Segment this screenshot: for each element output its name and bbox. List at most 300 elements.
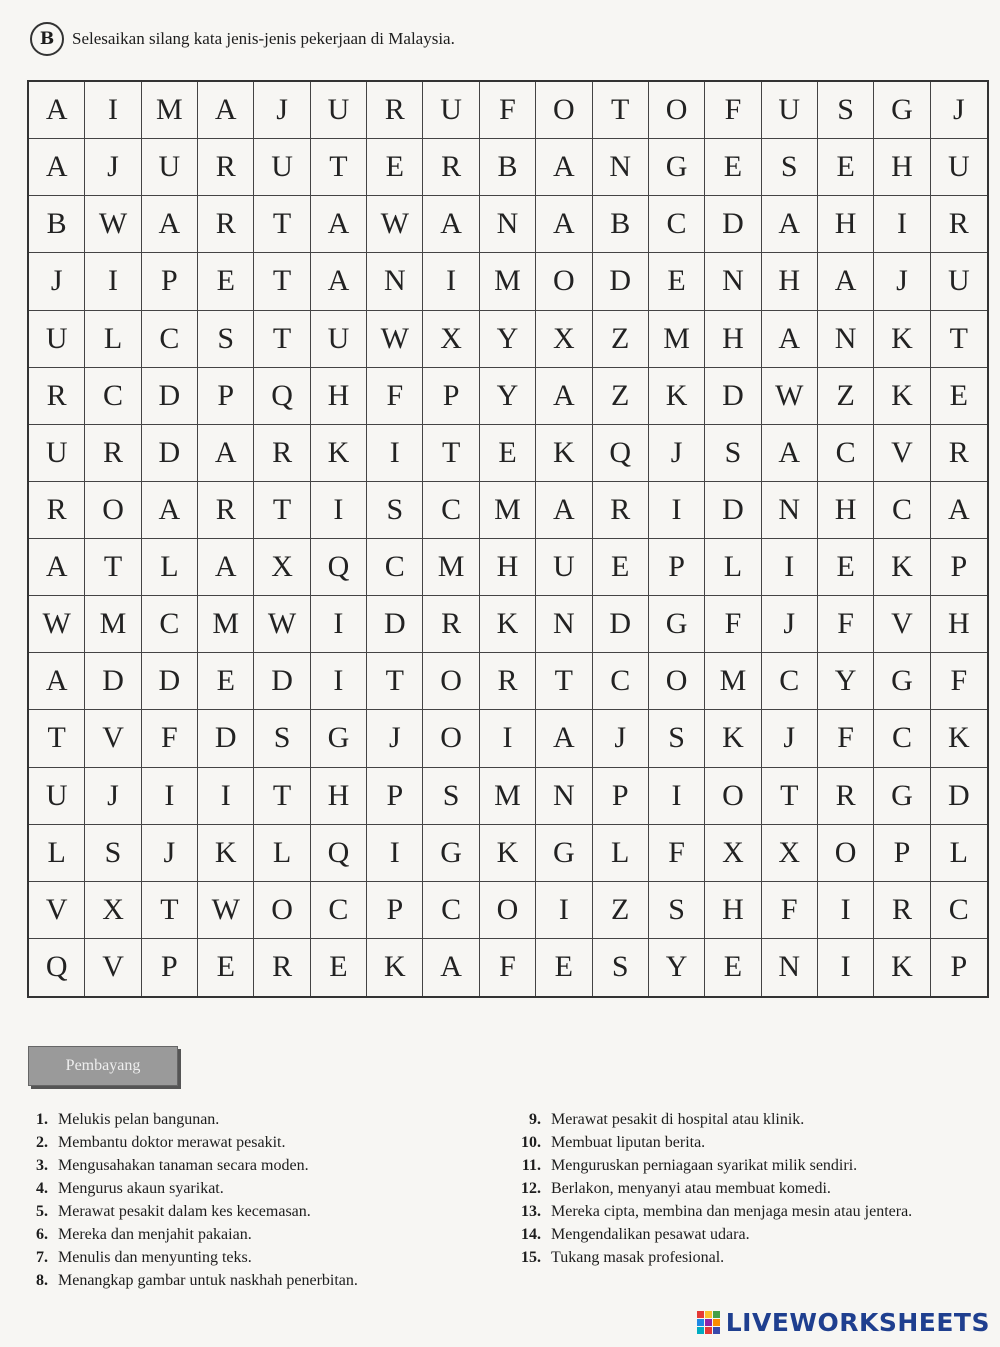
grid-cell[interactable]: L: [85, 311, 141, 368]
grid-cell[interactable]: I: [818, 882, 874, 939]
clue-number: 2.: [36, 1134, 48, 1151]
grid-cell[interactable]: I: [311, 596, 367, 653]
grid-cell[interactable]: F: [367, 368, 423, 425]
grid-cell[interactable]: O: [536, 82, 592, 139]
grid-cell[interactable]: J: [762, 596, 818, 653]
grid-cell[interactable]: L: [931, 825, 987, 882]
grid-cell[interactable]: C: [142, 596, 198, 653]
grid-cell[interactable]: D: [705, 482, 761, 539]
grid-cell[interactable]: E: [593, 539, 649, 596]
grid-cell[interactable]: D: [931, 768, 987, 825]
grid-cell[interactable]: F: [480, 82, 536, 139]
grid-cell[interactable]: K: [931, 710, 987, 767]
grid-cell[interactable]: S: [254, 710, 310, 767]
grid-cell[interactable]: T: [593, 82, 649, 139]
grid-cell[interactable]: T: [536, 653, 592, 710]
clue-text: Menulis dan menyunting teks.: [58, 1249, 252, 1266]
grid-cell[interactable]: T: [254, 311, 310, 368]
liveworksheets-logo-icon: [697, 1311, 720, 1334]
grid-cell[interactable]: B: [29, 196, 85, 253]
grid-cell[interactable]: J: [931, 82, 987, 139]
grid-cell[interactable]: U: [254, 139, 310, 196]
grid-cell[interactable]: H: [705, 311, 761, 368]
grid-cell[interactable]: P: [950, 950, 968, 984]
grid-cell[interactable]: U: [423, 82, 479, 139]
grid-cell[interactable]: H: [311, 368, 367, 425]
grid-cell[interactable]: A: [762, 425, 818, 482]
grid-cell[interactable]: N: [536, 768, 592, 825]
grid-cell[interactable]: R: [423, 596, 479, 653]
grid-cell[interactable]: I: [536, 882, 592, 939]
liveworksheets-logo: [697, 1308, 990, 1337]
grid-cell[interactable]: V: [85, 710, 141, 767]
grid-cell[interactable]: R: [593, 482, 649, 539]
grid-cell[interactable]: I: [311, 482, 367, 539]
grid-cell[interactable]: J: [367, 710, 423, 767]
grid-cell[interactable]: E: [367, 139, 423, 196]
grid-cell[interactable]: L: [254, 825, 310, 882]
grid-cell[interactable]: A: [762, 196, 818, 253]
grid-cell[interactable]: C: [423, 482, 479, 539]
grid-cell[interactable]: T: [254, 482, 310, 539]
grid-cell[interactable]: T: [311, 139, 367, 196]
grid-cell[interactable]: I: [649, 482, 705, 539]
grid-cell[interactable]: R: [85, 425, 141, 482]
grid-cell[interactable]: A: [29, 82, 85, 139]
grid-cell[interactable]: M: [198, 596, 254, 653]
logo-square: [713, 1319, 720, 1326]
grid-cell[interactable]: T: [254, 768, 310, 825]
grid-cell[interactable]: H: [705, 882, 761, 939]
grid-cell[interactable]: H: [311, 768, 367, 825]
logo-square: [713, 1327, 720, 1334]
grid-cell[interactable]: R: [818, 768, 874, 825]
grid-cell[interactable]: Q: [593, 425, 649, 482]
grid-cell[interactable]: F: [705, 82, 761, 139]
grid-cell[interactable]: J: [254, 82, 310, 139]
grid-cell[interactable]: W: [198, 882, 254, 939]
grid-cell[interactable]: A: [423, 939, 479, 996]
grid-cell[interactable]: L: [142, 539, 198, 596]
grid-cell[interactable]: W: [29, 596, 85, 653]
grid-cell[interactable]: F: [818, 710, 874, 767]
grid-cell[interactable]: C: [85, 368, 141, 425]
grid-cell[interactable]: D: [593, 253, 649, 310]
grid-cell[interactable]: P: [931, 539, 987, 596]
grid-cell[interactable]: E: [198, 253, 254, 310]
grid-cell[interactable]: M: [705, 653, 761, 710]
grid-cell[interactable]: H: [818, 482, 874, 539]
grid-cell[interactable]: C: [311, 882, 367, 939]
clue-list-left: [22, 1108, 492, 1292]
grid-cell[interactable]: G: [536, 825, 592, 882]
grid-cell[interactable]: M: [649, 311, 705, 368]
grid-cell[interactable]: T: [254, 196, 310, 253]
grid-cell[interactable]: Z: [818, 368, 874, 425]
grid-cell[interactable]: A: [198, 539, 254, 596]
grid-cell[interactable]: C: [874, 482, 930, 539]
grid-cell[interactable]: K: [705, 710, 761, 767]
grid-cell[interactable]: I: [874, 196, 930, 253]
grid-cell[interactable]: C: [931, 882, 987, 939]
grid-cell[interactable]: J: [142, 825, 198, 882]
clue-item: [22, 1108, 492, 1131]
grid-cell[interactable]: C: [874, 710, 930, 767]
grid-cell[interactable]: Q: [311, 539, 367, 596]
grid-cell[interactable]: R: [931, 196, 987, 253]
grid-cell[interactable]: O: [536, 253, 592, 310]
grid-cell[interactable]: I: [142, 768, 198, 825]
grid-cell[interactable]: E: [931, 368, 987, 425]
grid-cell[interactable]: T: [762, 768, 818, 825]
grid-cell[interactable]: K: [874, 368, 930, 425]
clue-item: [22, 1154, 492, 1177]
grid-cell[interactable]: J: [649, 425, 705, 482]
grid-cell[interactable]: G: [649, 139, 705, 196]
grid-cell[interactable]: O: [423, 653, 479, 710]
grid-cell[interactable]: N: [593, 139, 649, 196]
grid-cell[interactable]: A: [536, 710, 592, 767]
grid-cell[interactable]: C: [142, 311, 198, 368]
grid-cell[interactable]: H: [874, 139, 930, 196]
grid-cell[interactable]: F: [705, 596, 761, 653]
grid-cell[interactable]: U: [29, 311, 85, 368]
grid-cell[interactable]: S: [593, 939, 649, 996]
grid-cell[interactable]: D: [705, 196, 761, 253]
grid-cell[interactable]: P: [423, 368, 479, 425]
grid-cell[interactable]: F: [931, 653, 987, 710]
grid-cell[interactable]: E: [818, 139, 874, 196]
grid-cell[interactable]: G: [874, 82, 930, 139]
grid-cell[interactable]: U: [311, 311, 367, 368]
grid-cell[interactable]: I: [85, 253, 141, 310]
grid-cell[interactable]: U: [142, 139, 198, 196]
grid-cell[interactable]: B: [480, 139, 536, 196]
clue-item: [515, 1200, 985, 1223]
grid-cell[interactable]: C: [818, 425, 874, 482]
grid-cell[interactable]: R: [480, 653, 536, 710]
grid-cell[interactable]: H: [480, 539, 536, 596]
clue-number: 7.: [36, 1249, 48, 1266]
grid-cell[interactable]: Y: [818, 653, 874, 710]
grid-cell[interactable]: A: [536, 368, 592, 425]
grid-cell[interactable]: S: [649, 882, 705, 939]
grid-cell[interactable]: E: [818, 539, 874, 596]
grid-cell[interactable]: P: [649, 539, 705, 596]
grid-cell[interactable]: U: [931, 139, 987, 196]
grid-cell[interactable]: I: [367, 425, 423, 482]
grid-cell[interactable]: Y: [480, 368, 536, 425]
grid-cell[interactable]: I: [367, 825, 423, 882]
logo-square: [705, 1311, 712, 1318]
grid-cell[interactable]: M: [423, 539, 479, 596]
grid-cell[interactable]: L: [705, 539, 761, 596]
grid-cell[interactable]: K: [480, 825, 536, 882]
grid-cell[interactable]: A: [198, 425, 254, 482]
grid-cell[interactable]: S: [705, 425, 761, 482]
grid-cell[interactable]: O: [649, 653, 705, 710]
grid-cell[interactable]: N: [536, 596, 592, 653]
instruction-text: Selesaikan silang kata jenis-jenis pekerjaan di Malaysia.: [72, 29, 455, 48]
grid-cell[interactable]: U: [536, 539, 592, 596]
grid-cell[interactable]: D: [367, 596, 423, 653]
grid-cell[interactable]: R: [29, 368, 85, 425]
grid-cell[interactable]: A: [142, 482, 198, 539]
grid-cell[interactable]: I: [480, 710, 536, 767]
grid-cell[interactable]: T: [85, 539, 141, 596]
grid-cell[interactable]: C: [762, 653, 818, 710]
grid-cell[interactable]: R: [198, 196, 254, 253]
grid-cell[interactable]: Q: [311, 825, 367, 882]
grid-cell[interactable]: F: [649, 825, 705, 882]
grid-cell[interactable]: F: [480, 939, 536, 996]
grid-cell[interactable]: D: [198, 710, 254, 767]
grid-cell[interactable]: G: [311, 710, 367, 767]
grid-cell[interactable]: A: [762, 311, 818, 368]
grid-cell[interactable]: W: [762, 368, 818, 425]
grid-cell[interactable]: H: [931, 596, 987, 653]
grid-cell[interactable]: S: [649, 710, 705, 767]
grid-cell[interactable]: C: [593, 653, 649, 710]
clue-item: [22, 1131, 492, 1154]
grid-cell[interactable]: E: [198, 653, 254, 710]
grid-cell[interactable]: D: [85, 653, 141, 710]
grid-cell[interactable]: S: [818, 82, 874, 139]
grid-cell[interactable]: E: [705, 939, 761, 996]
grid-cell[interactable]: W: [85, 196, 141, 253]
grid-cell[interactable]: J: [762, 710, 818, 767]
grid-cell[interactable]: A: [818, 253, 874, 310]
grid-cell[interactable]: C: [423, 882, 479, 939]
grid-cell[interactable]: D: [142, 653, 198, 710]
grid-cell[interactable]: T: [254, 253, 310, 310]
grid-cell[interactable]: J: [29, 253, 85, 310]
grid-cell[interactable]: N: [480, 196, 536, 253]
grid-cell[interactable]: R: [367, 82, 423, 139]
grid-cell[interactable]: N: [762, 482, 818, 539]
grid-cell[interactable]: W: [367, 196, 423, 253]
grid-cell[interactable]: Z: [593, 882, 649, 939]
grid-cell[interactable]: T: [423, 425, 479, 482]
grid-cell[interactable]: I: [649, 768, 705, 825]
grid-cell[interactable]: F: [762, 882, 818, 939]
grid-cell[interactable]: E: [705, 139, 761, 196]
grid-cell[interactable]: V: [85, 939, 141, 996]
grid-cell[interactable]: E: [480, 425, 536, 482]
grid-cell[interactable]: V: [29, 882, 85, 939]
grid-cell[interactable]: R: [931, 425, 987, 482]
grid-cell[interactable]: A: [142, 196, 198, 253]
grid-cell[interactable]: F: [818, 596, 874, 653]
grid-cell[interactable]: U: [311, 82, 367, 139]
grid-cell[interactable]: A: [423, 196, 479, 253]
grid-cell[interactable]: P: [874, 825, 930, 882]
grid-cell[interactable]: K: [480, 596, 536, 653]
logo-text: LIVEWORKSHEETS: [725, 1308, 990, 1337]
grid-cell[interactable]: R: [198, 139, 254, 196]
grid-cell[interactable]: D: [593, 596, 649, 653]
grid-cell[interactable]: Z: [593, 311, 649, 368]
grid-cell[interactable]: O: [85, 482, 141, 539]
section-label-pembayang: Pembayang: [28, 1046, 178, 1086]
grid-cell[interactable]: K: [874, 539, 930, 596]
grid-cell[interactable]: E: [198, 939, 254, 996]
grid-cell[interactable]: J: [85, 139, 141, 196]
grid-cell[interactable]: K: [367, 939, 423, 996]
grid-cell[interactable]: H: [762, 253, 818, 310]
clue-item: [515, 1131, 985, 1154]
grid-cell[interactable]: E: [311, 939, 367, 996]
grid-cell[interactable]: I: [762, 539, 818, 596]
grid-cell[interactable]: U: [29, 425, 85, 482]
grid-cell[interactable]: T: [29, 710, 85, 767]
clue-item: [515, 1223, 985, 1246]
grid-cell[interactable]: P: [142, 253, 198, 310]
grid-cell[interactable]: N: [705, 253, 761, 310]
grid-cell[interactable]: A: [536, 482, 592, 539]
grid-cell[interactable]: D: [142, 425, 198, 482]
grid-cell[interactable]: K: [198, 825, 254, 882]
grid-cell[interactable]: M: [480, 253, 536, 310]
grid-cell[interactable]: U: [931, 253, 987, 310]
grid-cell[interactable]: W: [254, 596, 310, 653]
grid-cell[interactable]: O: [480, 882, 536, 939]
grid-cell[interactable]: D: [254, 653, 310, 710]
grid-cell[interactable]: B: [593, 196, 649, 253]
grid-cell[interactable]: U: [29, 768, 85, 825]
grid-cell[interactable]: I: [311, 653, 367, 710]
grid-cell[interactable]: I: [818, 939, 874, 996]
grid-cell[interactable]: S: [423, 768, 479, 825]
grid-cell[interactable]: V: [874, 596, 930, 653]
grid-cell[interactable]: I: [423, 253, 479, 310]
grid-cell[interactable]: N: [818, 311, 874, 368]
grid-cell[interactable]: U: [762, 82, 818, 139]
grid-cell[interactable]: P: [367, 768, 423, 825]
grid-cell[interactable]: Y: [480, 311, 536, 368]
grid-cell[interactable]: K: [311, 425, 367, 482]
grid-cell[interactable]: A: [311, 253, 367, 310]
grid-cell[interactable]: Y: [649, 939, 705, 996]
grid-cell[interactable]: P: [198, 368, 254, 425]
grid-cell[interactable]: P: [367, 882, 423, 939]
grid-cell[interactable]: Q: [254, 368, 310, 425]
grid-cell[interactable]: T: [367, 653, 423, 710]
grid-cell[interactable]: Z: [593, 368, 649, 425]
grid-cell[interactable]: L: [29, 825, 85, 882]
grid-cell[interactable]: S: [762, 139, 818, 196]
grid-cell[interactable]: O: [649, 82, 705, 139]
grid-cell[interactable]: O: [705, 768, 761, 825]
grid-cell[interactable]: O: [818, 825, 874, 882]
grid-cell[interactable]: A: [29, 653, 85, 710]
grid-cell[interactable]: M: [142, 82, 198, 139]
grid-cell[interactable]: S: [367, 482, 423, 539]
word-search-grid: [27, 80, 989, 998]
grid-cell[interactable]: R: [198, 482, 254, 539]
grid-cell[interactable]: X: [762, 825, 818, 882]
grid-cell[interactable]: R: [254, 939, 310, 996]
grid-cell[interactable]: P: [142, 939, 198, 996]
grid-cell[interactable]: A: [536, 139, 592, 196]
logo-square: [713, 1311, 720, 1318]
grid-cell[interactable]: L: [593, 825, 649, 882]
grid-cell[interactable]: A: [29, 539, 85, 596]
grid-cell[interactable]: C: [367, 539, 423, 596]
grid-cell[interactable]: C: [649, 196, 705, 253]
grid-cell[interactable]: J: [874, 253, 930, 310]
clue-text: Mereka cipta, membina dan menjaga mesin atau jentera.: [551, 1203, 913, 1220]
clue-list-right: [515, 1108, 985, 1269]
grid-cell[interactable]: G: [874, 653, 930, 710]
grid-cell[interactable]: G: [649, 596, 705, 653]
grid-cell[interactable]: K: [649, 368, 705, 425]
grid-cell[interactable]: R: [423, 139, 479, 196]
grid-cell[interactable]: A: [29, 139, 85, 196]
grid-cell[interactable]: A: [931, 482, 987, 539]
grid-cell[interactable]: M: [480, 768, 536, 825]
grid-cell[interactable]: O: [254, 882, 310, 939]
grid-cell[interactable]: I: [85, 82, 141, 139]
grid-cell[interactable]: V: [874, 425, 930, 482]
clue-number: 4.: [36, 1180, 48, 1197]
clue-number: 12.: [521, 1180, 541, 1197]
clue-item: [515, 1154, 985, 1177]
grid-cell[interactable]: G: [423, 825, 479, 882]
grid-cell[interactable]: D: [705, 368, 761, 425]
grid-cell[interactable]: E: [536, 939, 592, 996]
grid-cell[interactable]: X: [705, 825, 761, 882]
grid-cell[interactable]: X: [536, 311, 592, 368]
grid-cell[interactable]: X: [423, 311, 479, 368]
grid-cell[interactable]: X: [254, 539, 310, 596]
grid-cell[interactable]: J: [593, 710, 649, 767]
grid-cell[interactable]: F: [142, 710, 198, 767]
grid-cell[interactable]: R: [29, 482, 85, 539]
grid-cell[interactable]: T: [931, 311, 987, 368]
grid-cell[interactable]: Q: [29, 939, 85, 996]
grid-cell[interactable]: N: [367, 253, 423, 310]
grid-cell[interactable]: J: [85, 768, 141, 825]
grid-cell[interactable]: M: [85, 596, 141, 653]
grid-cell[interactable]: I: [198, 768, 254, 825]
grid-cell[interactable]: H: [818, 196, 874, 253]
grid-cell[interactable]: W: [367, 311, 423, 368]
grid-cell[interactable]: P: [593, 768, 649, 825]
grid-cell[interactable]: R: [254, 425, 310, 482]
grid-cell[interactable]: A: [536, 196, 592, 253]
grid-cell[interactable]: S: [85, 825, 141, 882]
grid-cell[interactable]: R: [874, 882, 930, 939]
grid-cell[interactable]: N: [762, 939, 818, 996]
grid-cell[interactable]: E: [649, 253, 705, 310]
grid-cell[interactable]: T: [142, 882, 198, 939]
grid-cell[interactable]: K: [874, 939, 930, 996]
grid-cell[interactable]: O: [423, 710, 479, 767]
clue-item: [515, 1108, 985, 1131]
grid-cell[interactable]: D: [142, 368, 198, 425]
grid-cell[interactable]: A: [198, 82, 254, 139]
grid-cell[interactable]: K: [536, 425, 592, 482]
grid-cell[interactable]: X: [85, 882, 141, 939]
grid-cell[interactable]: G: [874, 768, 930, 825]
grid-cell[interactable]: A: [311, 196, 367, 253]
grid-cell[interactable]: M: [480, 482, 536, 539]
clue-number: 10.: [521, 1134, 541, 1151]
logo-square: [697, 1311, 704, 1318]
grid-cell[interactable]: S: [198, 311, 254, 368]
grid-cell[interactable]: K: [874, 311, 930, 368]
